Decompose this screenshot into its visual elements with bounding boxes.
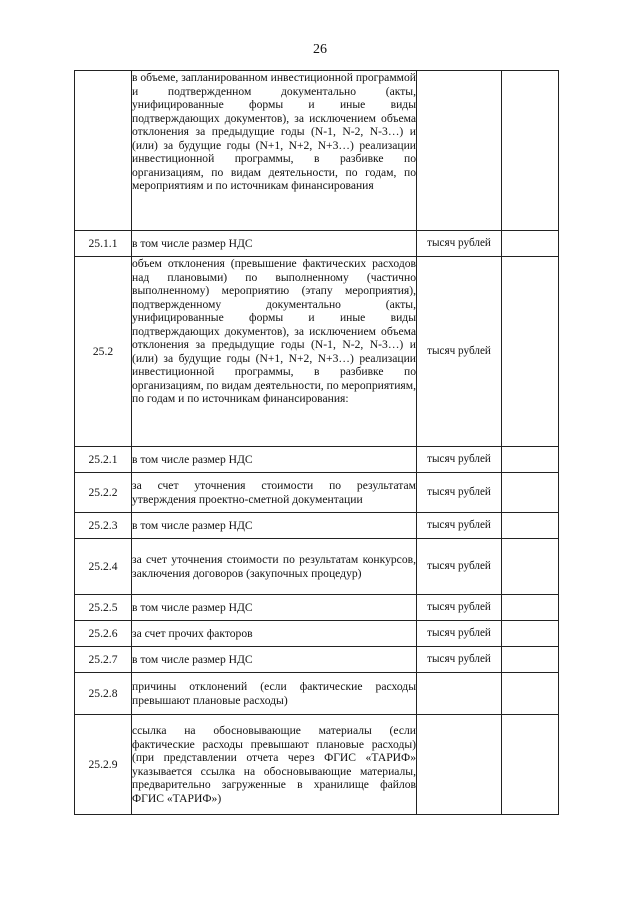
row-description: в том числе размер НДС — [132, 513, 417, 539]
row-number: 25.2.9 — [75, 715, 132, 815]
row-value — [502, 715, 559, 815]
row-number — [75, 71, 132, 231]
row-unit: тысяч рублей — [417, 647, 502, 673]
row-description: в том числе размер НДС — [132, 447, 417, 473]
table-row — [75, 539, 559, 595]
row-number: 25.2.2 — [75, 473, 132, 513]
row-number: 25.2.6 — [75, 621, 132, 647]
row-value — [502, 673, 559, 715]
table-row — [75, 257, 559, 447]
row-unit: тысяч рублей — [417, 231, 502, 257]
row-number: 25.2.5 — [75, 595, 132, 621]
row-unit: тысяч рублей — [417, 257, 502, 447]
table-row — [75, 715, 559, 815]
row-description: ссылка на обосновывающие материалы (если фактические расходы превышают плановые расходы) (при представлении отчета через ФГИС «ТАРИФ» указывается ссылка на обосновывающие материалы, предварительно загруженные в хранилище файлов ФГИС «ТАРИФ») — [132, 715, 417, 815]
row-number: 25.2.3 — [75, 513, 132, 539]
table-row — [75, 647, 559, 673]
table-row — [75, 447, 559, 473]
row-unit: тысяч рублей — [417, 473, 502, 513]
row-description: причины отклонений (если фактические расходы превышают плановые расходы) — [132, 673, 417, 715]
row-description: в том числе размер НДС — [132, 647, 417, 673]
row-value — [502, 71, 559, 231]
table-row — [75, 231, 559, 257]
row-number: 25.2.7 — [75, 647, 132, 673]
table-row — [75, 673, 559, 715]
indicator-table — [74, 70, 559, 815]
row-number: 25.2.4 — [75, 539, 132, 595]
row-description: в том числе размер НДС — [132, 595, 417, 621]
table-row — [75, 595, 559, 621]
row-value — [502, 231, 559, 257]
row-value — [502, 621, 559, 647]
row-description: объем отклонения (превышение фактических расходов над плановыми) по выполненному (частично выполненному) мероприятию (этапу мероприятия), подтвержденному документально (акты, унифицированные формы и иные виды подтверждающих документов), за исключением объема отклонения за предыдущие годы (N-1, N-2, N-3…) и (или) за будущие годы (N+1, N+2, N+3…) реализации инвестиционной программы, в разбивке по организациям, по видам деятельности, по мероприятиям, по годам и по источникам финансирования: — [132, 257, 417, 447]
row-unit — [417, 673, 502, 715]
row-description: за счет уточнения стоимости по результатам утверждения проектно-сметной документации — [132, 473, 417, 513]
row-value — [502, 647, 559, 673]
row-unit — [417, 715, 502, 815]
row-description: за счет уточнения стоимости по результатам конкурсов, заключения договоров (закупочных процедур) — [132, 539, 417, 595]
row-description: за счет прочих факторов — [132, 621, 417, 647]
row-unit: тысяч рублей — [417, 513, 502, 539]
table-row — [75, 71, 559, 231]
row-number: 25.2.8 — [75, 673, 132, 715]
row-unit: тысяч рублей — [417, 539, 502, 595]
row-value — [502, 513, 559, 539]
table-row — [75, 473, 559, 513]
row-unit: тысяч рублей — [417, 595, 502, 621]
row-value — [502, 473, 559, 513]
row-description: в том числе размер НДС — [132, 231, 417, 257]
row-unit — [417, 71, 502, 231]
page-number: 26 — [313, 42, 327, 57]
row-value — [502, 539, 559, 595]
row-number: 25.2 — [75, 257, 132, 447]
row-value — [502, 595, 559, 621]
row-unit: тысяч рублей — [417, 621, 502, 647]
row-number: 25.1.1 — [75, 231, 132, 257]
row-value — [502, 257, 559, 447]
row-value — [502, 447, 559, 473]
table-row — [75, 621, 559, 647]
table-row — [75, 513, 559, 539]
row-number: 25.2.1 — [75, 447, 132, 473]
row-unit: тысяч рублей — [417, 447, 502, 473]
row-description: в объеме, запланированном инвестиционной программой и подтвержденном документально (акты, унифицированные формы и иные виды подтверждающих документов), за исключением объема отклонения за предыдущие годы (N-1, N-2, N-3…) и (или) за будущие годы (N+1, N+2, N+3…) реализации инвестиционной программы, в разбивке по организациям, по видам деятельности, по годам, по мероприятиям и по источникам финансирования — [132, 71, 417, 231]
